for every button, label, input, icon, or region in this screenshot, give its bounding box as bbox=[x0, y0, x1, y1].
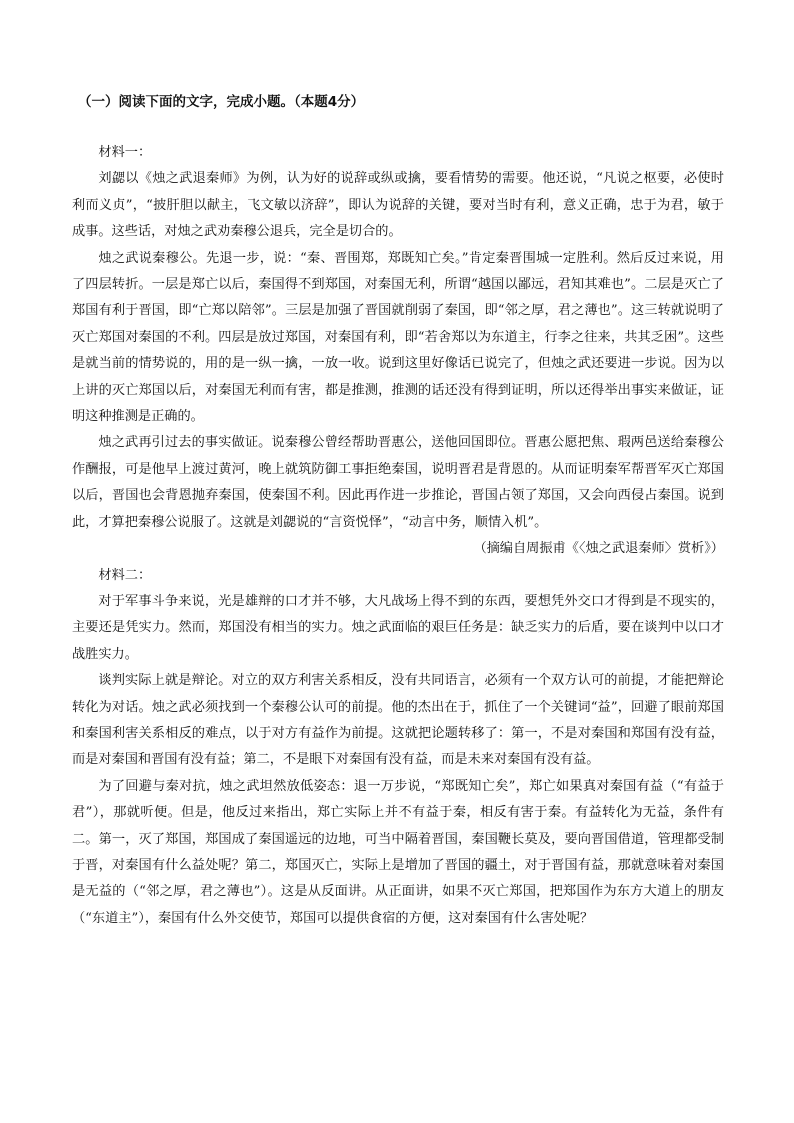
material-one-source: （摘编自周振甫《〈烛之武退秦师〉赏析》） bbox=[473, 541, 724, 557]
material-one-paragraph-3: 烛之武再引过去的事实做证。说秦穆公曾经帮助晋惠公，送他回国即位。晋惠公愿把焦、瑕两邑送给秦穆公作酬报，可是他早上渡过黄河，晚上就筑防御工事拒绝秦国，说明晋君是背恩的。从而证明秦军帮晋军灭亡郑国以后，晋国也会背恩抛弃秦国，使秦国不利。因此再作进一步推论，晋国占领了郑国，又会向西侵占秦国。说到此，才算把秦穆公说服了。这就是刘勰说的“言资悦怿”，“动言中务，顺情入机”。 bbox=[72, 435, 724, 530]
question-heading: （一）阅读下面的文字，完成小题。（本题4分） bbox=[78, 94, 365, 110]
material-one-paragraph-2: 烛之武说秦穆公。先退一步，说：“秦、晋围郑，郑既知亡矣。”肯定秦晋围城一定胜利。然后反过来说，用了四层转折。一层是郑亡以后，秦国得不到郑国，对秦国无利，所谓“越国以鄙远，君知其难也”。二层是灭亡了郑国有利于晋国，即“亡郑以陪邻”。三层是加强了晋国就削弱了秦国，即“邻之厚，君之薄也”。这三转就说明了灭亡郑国对秦国的不利。四层是放过郑国，对秦国有利，即“若舍郑以为东道主，行李之往来，共其乏困”。这些是就当前的情势说的，用的是一纵一擒，一放一收。说到这里好像话已说完了，但烛之武还要进一步说。因为以上讲的灭亡郑国以后，对秦国无利而有害，都是推测，推测的话还没有得到证明，所以还得举出事实来做证，证明这种推测是正确的。 bbox=[72, 250, 724, 425]
material-one-paragraph-1: 刘勰以《烛之武退秦师》为例，认为好的说辞或纵或擒，要看情势的需要。他还说，“凡说之枢要，必使时利而义贞”，“披肝胆以献主，飞文敏以济辞”，即认为说辞的关键，要对当时有利，意义正确，忠于为君，敏于成事。这些话，对烛之武劝秦穆公退兵，完全是切合的。 bbox=[72, 171, 724, 240]
material-two-paragraph-3: 为了回避与秦对抗，烛之武坦然放低姿态：退一万步说，“郑既知亡矣”，郑亡如果真对秦国有益（“有益于君”），那就听便。但是，他反过来指出，郑亡实际上并不有益于秦，相反有害于秦。有益转化为无益，条件有二。第一，灭了郑国，郑国成了秦国遥远的边地，可当中隔着晋国，秦国鞭长莫及，要向晋国借道，管理都受制于晋，对秦国有什么益处呢？第二，郑国灭亡，实际上是增加了晋国的疆土，对于晋国有益，那就意味着对秦国是无益的（“邻之厚，君之薄也”）。这是从反面讲。从正面讲，如果不灭亡郑国，把郑国作为东方大道上的朋友（“东道主”），秦国有什么外交使节，郑国可以提供食宿的方便，这对秦国有什么害处呢？ bbox=[72, 778, 724, 926]
material-one-label: 材料一： bbox=[98, 145, 152, 160]
material-two-paragraph-2: 谈判实际上就是辩论。对立的双方利害关系相反，没有共同语言，必须有一个双方认可的前提，才能把辩论转化为对话。烛之武必须找到一个秦穆公认可的前提。他的杰出在于，抓住了一个关键词“益”，回避了眼前郑国和秦国利害关系相反的难点，以于对方有益作为前提。这就把论题转移了：第一，不是对秦国和郑国有没有益，而是对秦国和晋国有没有益；第二，不是眼下对秦国有没有益，而是未来对秦国有没有益。 bbox=[72, 673, 724, 768]
material-two-paragraph-1: 对于军事斗争来说，光是雄辩的口才并不够，大凡战场上得不到的东西，要想凭外交口才得到是不现实的，主要还是凭实力。然而，郑国没有相当的实力。烛之武面临的艰巨任务是：缺乏实力的后盾，要在谈判中以口才战胜实力。 bbox=[72, 593, 724, 662]
reading-passage bbox=[72, 140, 724, 932]
material-two-label: 材料二： bbox=[98, 567, 152, 583]
